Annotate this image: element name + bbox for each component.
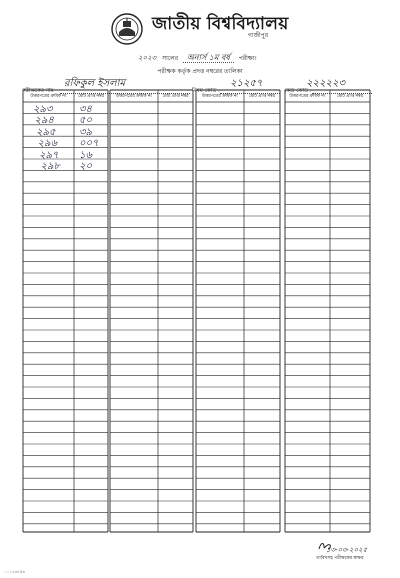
entry-marks: ২০ — [79, 161, 93, 172]
roll-column-header: উত্তরপত্রের ক্রমিক নং — [201, 94, 239, 99]
signature-date: ১৩-০৩-২০২৫ — [326, 546, 368, 554]
roll-column-header: উত্তরপত্রের ক্রমিক নং — [289, 94, 326, 99]
exam-name: অনার্স ১ম বর্ষ — [183, 53, 234, 63]
entry-roll: ২৯৫ — [36, 126, 56, 138]
roll-column-header: উত্তরপত্রের ক্রমিক নং — [30, 94, 67, 99]
page-stamp: ০০১২৩৪৫৬ — [4, 569, 25, 574]
center-code-value: ২২২২২৩ — [306, 78, 346, 89]
signature-caption: তারিখসহ পরীক্ষকের স্বাক্ষর — [316, 556, 364, 561]
subject-code-label: বিষয় কোড : — [192, 88, 220, 94]
form-heading: পরীক্ষক কর্তৃক প্রদত্ত নম্বরের তালিকা — [157, 68, 243, 75]
university-title: জাতীয় বিশ্ববিদ্যালয় — [152, 14, 289, 34]
marks-column-header: মোট প্রাপ্ত নম্বর — [162, 94, 189, 99]
marks-column-header: মোট প্রাপ্ত নম্বর — [337, 94, 363, 99]
marks-column-header: মোট প্রাপ্ত নম্বর — [249, 94, 275, 99]
entry-roll: ২৯৭ — [39, 149, 59, 161]
marks-column-header: মোট প্রাপ্ত নম্বর — [78, 94, 104, 99]
examiner-label: পরীক্ষকের নাম — [22, 88, 54, 94]
entry-marks: ০০৭ — [79, 138, 99, 150]
university-location: গাজীপুর — [247, 32, 269, 39]
exam-year: ২০২৩ — [138, 54, 157, 62]
entry-marks: ১৬ — [79, 149, 92, 161]
exam-suffix: পরীক্ষা। — [238, 55, 257, 62]
center-code-label: কেন্দ্র কোড : — [284, 88, 312, 94]
entry-roll: ২৯৮ — [40, 161, 60, 172]
entry-marks: ৫০ — [79, 115, 92, 127]
entry-roll: ২৯৬ — [37, 138, 57, 150]
entry-marks: ৩৪ — [79, 104, 92, 115]
subject-code-value: ২১২৫৭ — [230, 78, 263, 89]
examiner-name: রফিকুল ইসলাম — [64, 78, 126, 89]
entry-roll: ২৯৪ — [34, 115, 54, 127]
entry-marks: ৩৯ — [79, 126, 92, 138]
roll-column-header: উত্তরপত্রের ক্রমিক নং — [115, 94, 153, 99]
entry-roll: ২৯৩ — [33, 104, 53, 115]
exam-prefix: সালের — [162, 55, 179, 62]
